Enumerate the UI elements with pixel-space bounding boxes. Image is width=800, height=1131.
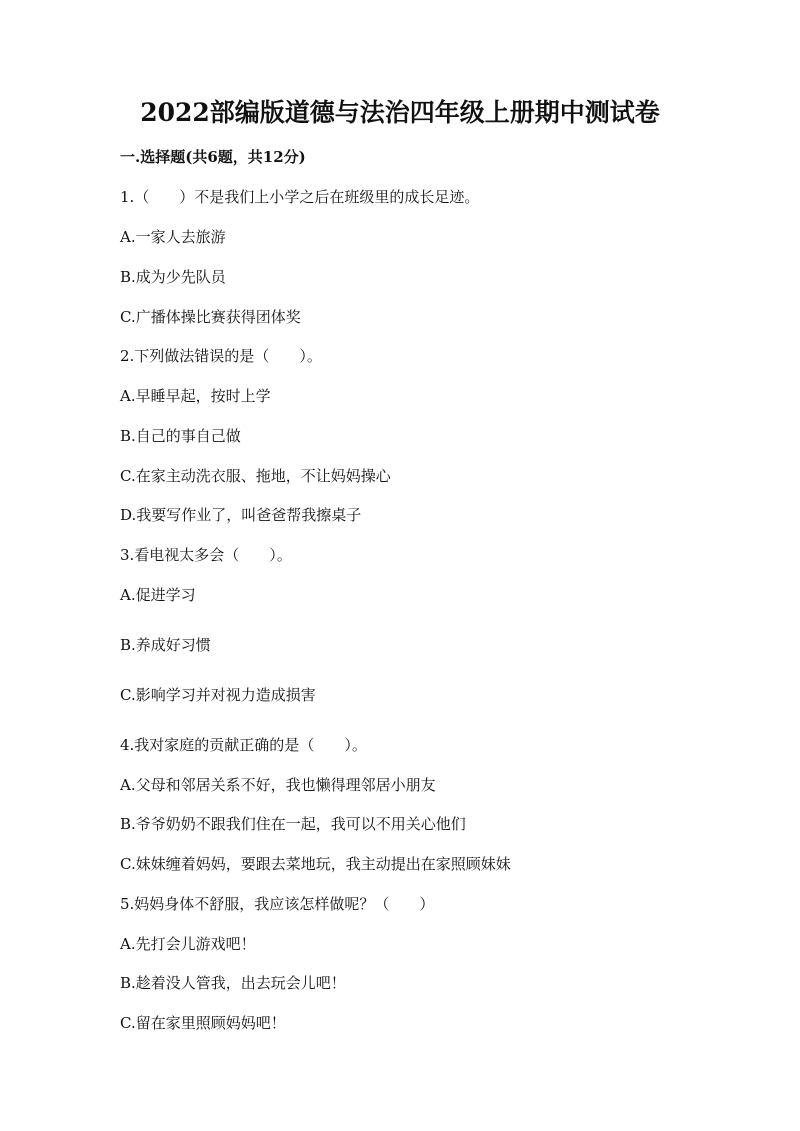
- question-2-option-b: B.自己的事自己做: [120, 427, 241, 445]
- question-4-option-b: B.爷爷奶奶不跟我们住在一起，我可以不用关心他们: [120, 815, 466, 833]
- section-heading: 一.选择题(共6题，共12分): [120, 148, 306, 166]
- question-3-option-a: A.促进学习: [120, 586, 196, 604]
- question-3-stem: 3.看电视太多会（ ）。: [120, 546, 292, 564]
- question-5-stem: 5.妈妈身体不舒服，我应该怎样做呢？（ ）: [120, 895, 435, 913]
- question-2-option-d: D.我要写作业了，叫爸爸帮我擦桌子: [120, 506, 362, 524]
- question-4-stem: 4.我对家庭的贡献正确的是（ ）。: [120, 736, 367, 754]
- question-4-option-c: C.妹妹缠着妈妈，要跟去菜地玩，我主动提出在家照顾妹妹: [120, 855, 511, 873]
- question-2-stem: 2.下列做法错误的是（ ）。: [120, 347, 322, 365]
- question-4-option-a: A.父母和邻居关系不好，我也懒得理邻居小朋友: [120, 776, 436, 794]
- question-2-option-c: C.在家主动洗衣服、拖地，不让妈妈操心: [120, 467, 391, 485]
- question-3-option-b: B.养成好习惯: [120, 636, 211, 654]
- question-5-option-a: A.先打会儿游戏吧！: [120, 935, 256, 953]
- question-1-option-c: C.广播体操比赛获得团体奖: [120, 308, 301, 326]
- question-5-option-c: C.留在家里照顾妈妈吧！: [120, 1014, 286, 1032]
- question-5-option-b: B.趁着没人管我，出去玩会儿吧！: [120, 974, 346, 992]
- question-1-stem: 1.（ ）不是我们上小学之后在班级里的成长足迹。: [120, 188, 480, 206]
- page-title: 2022部编版道德与法治四年级上册期中测试卷: [140, 98, 660, 127]
- question-1-option-a: A.一家人去旅游: [120, 228, 226, 246]
- question-2-option-a: A.早睡早起，按时上学: [120, 387, 271, 405]
- question-1-option-b: B.成为少先队员: [120, 268, 226, 286]
- question-3-option-c: C.影响学习并对视力造成损害: [120, 686, 316, 704]
